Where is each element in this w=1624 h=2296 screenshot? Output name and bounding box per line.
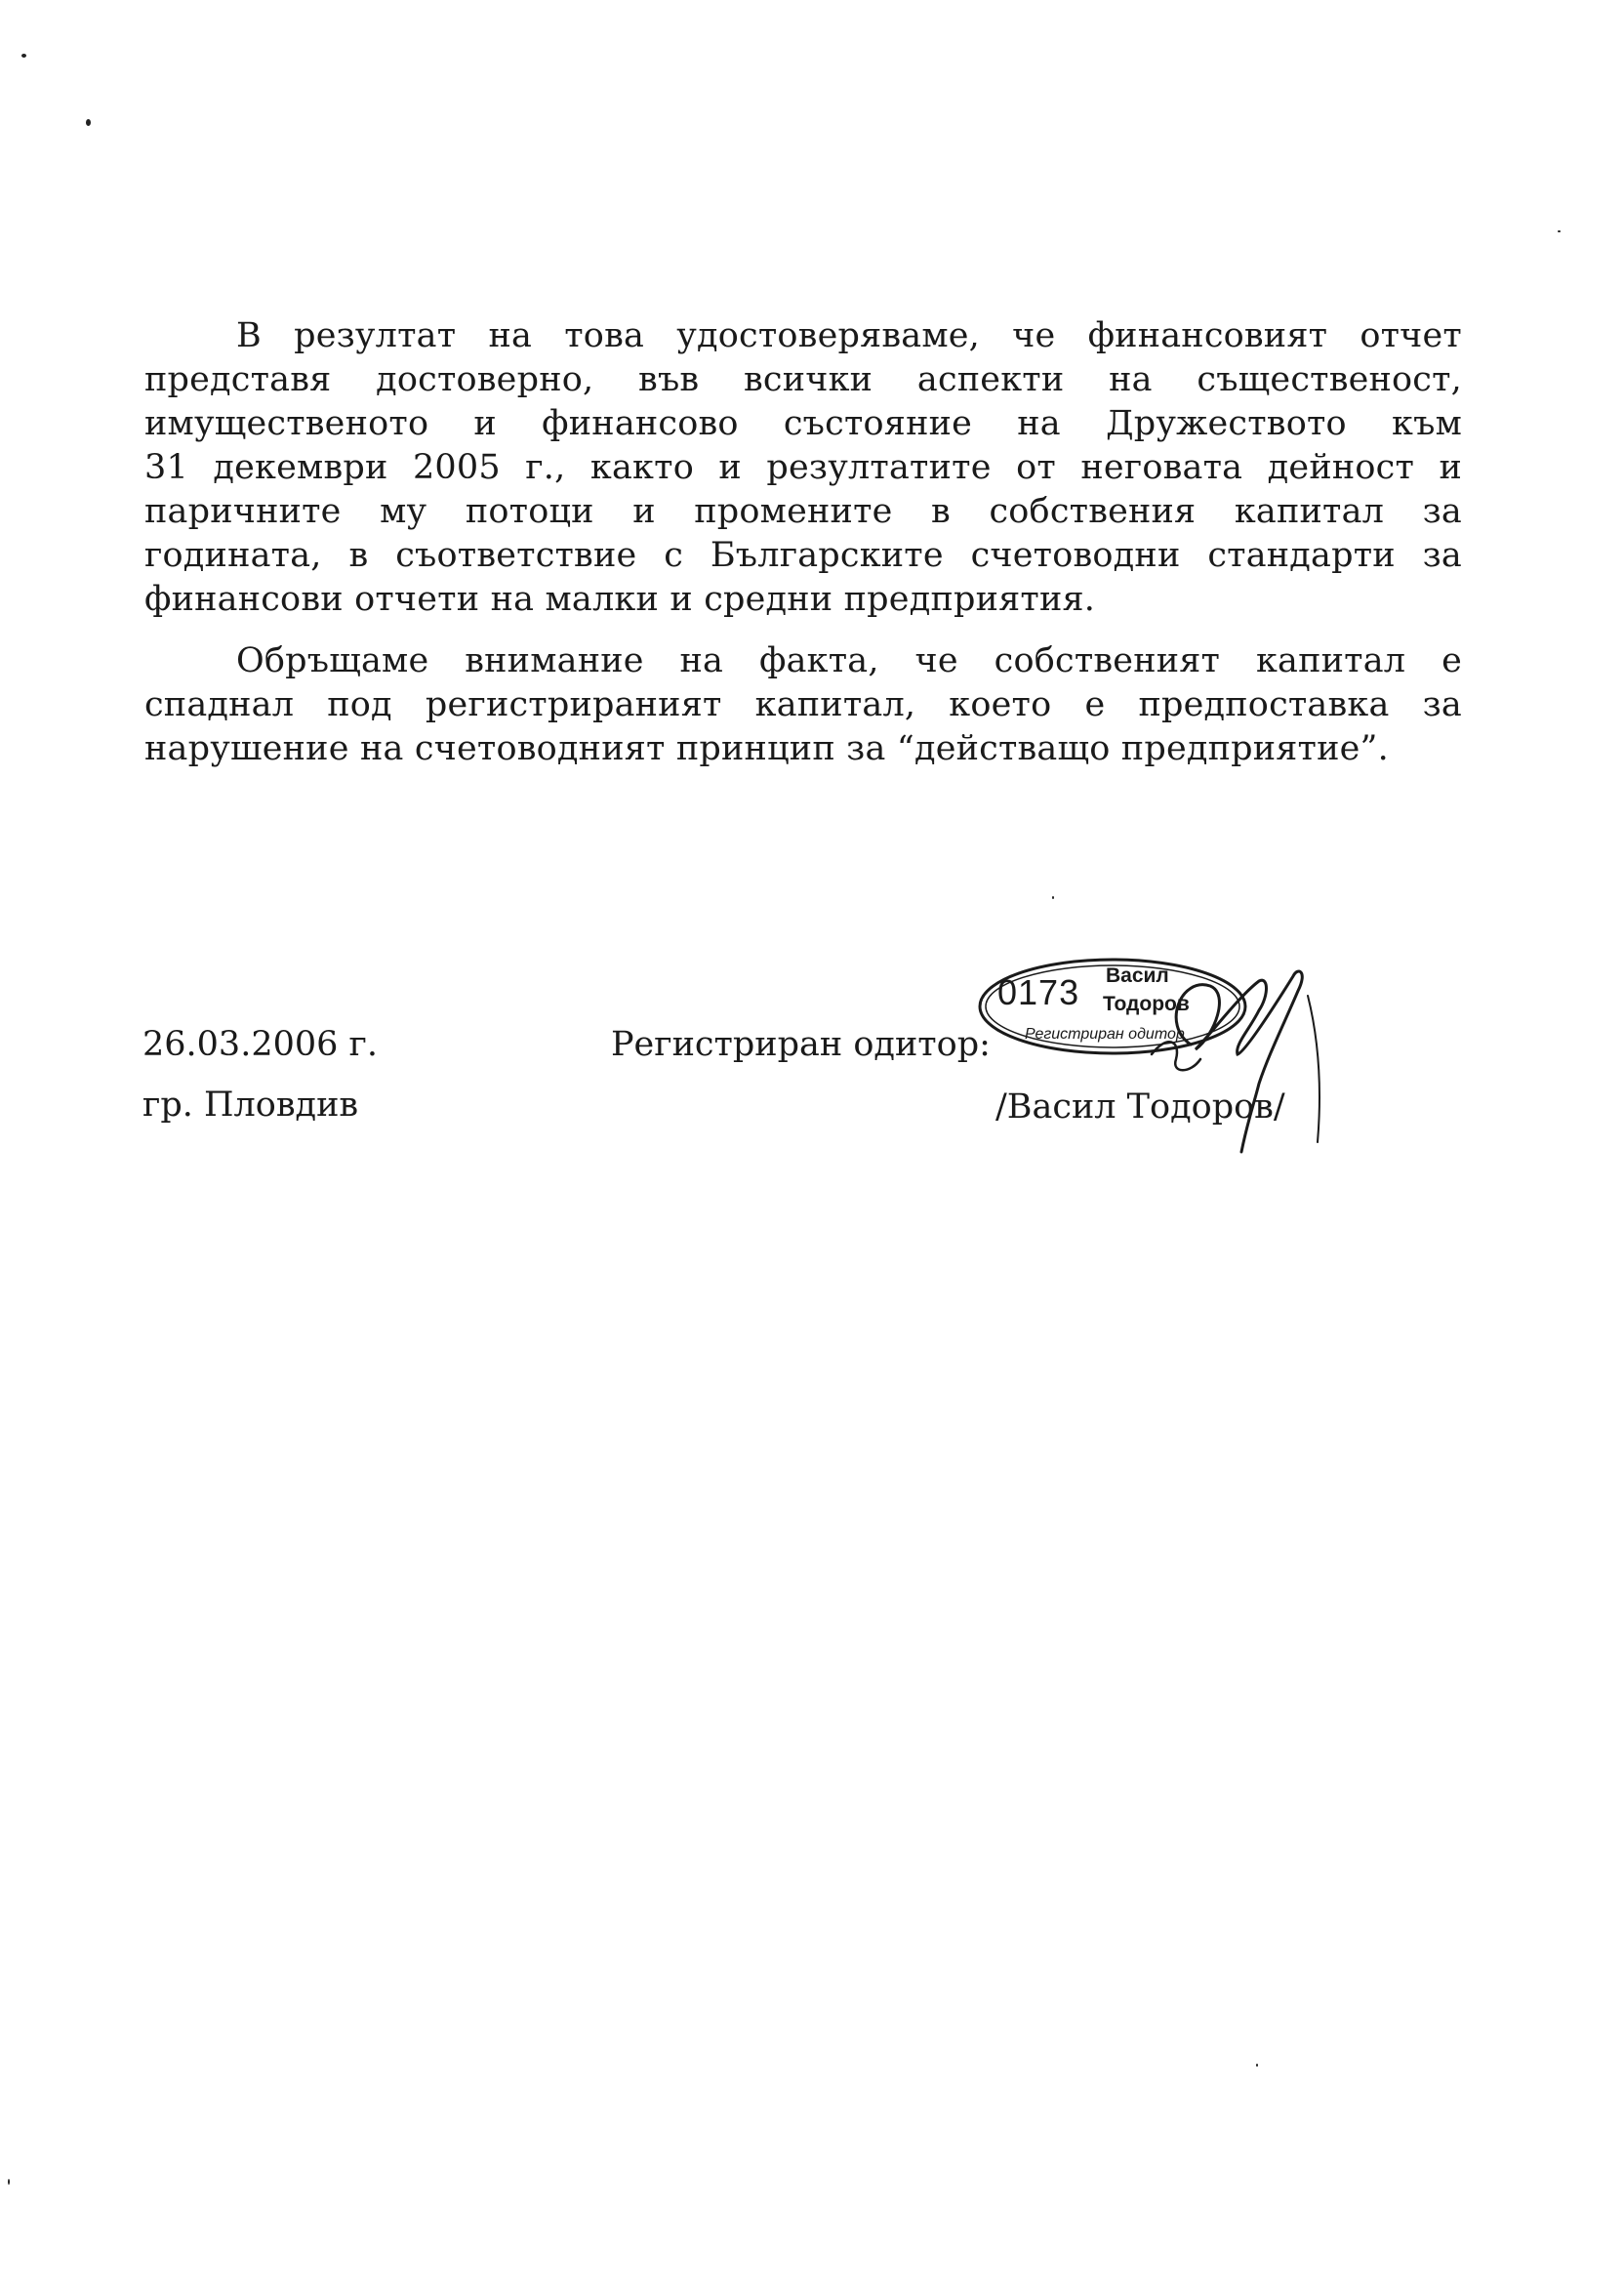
text-line: представя достоверно, във всички аспекти на същественост, xyxy=(144,360,1462,399)
scan-speck xyxy=(1558,230,1561,232)
signature-image xyxy=(1122,937,1396,1171)
stamp-name-first: Васил xyxy=(1106,964,1169,987)
stamp-number: 0173 xyxy=(997,972,1080,1012)
scan-speck xyxy=(1052,896,1054,899)
text-line: финансови отчети на малки и средни предприятия. xyxy=(144,580,1096,619)
text-line: нарушение на счетоводният принцип за “действащо предприятие”. xyxy=(144,729,1389,768)
scan-speck xyxy=(8,2179,10,2185)
text-line: В резултат на това удостоверяваме, че финансовият отчет xyxy=(236,316,1462,355)
text-line: паричните му потоци и промените в собствения капитал за xyxy=(144,492,1462,531)
text-line: 31 декември 2005 г., както и резултатите от неговата дейност и xyxy=(144,448,1462,487)
stamp-name-last: Тодоров xyxy=(1103,993,1190,1015)
stamp-title: Регистриран одитор xyxy=(1025,1026,1185,1043)
letter-body xyxy=(144,314,1462,789)
document-city: гр. Пловдив xyxy=(142,1086,359,1125)
text-line: годината, в съответствие с Българските счетоводни стандарти за xyxy=(144,536,1462,575)
scan-speck xyxy=(86,119,91,126)
auditor-name: /Васил Тодоров/ xyxy=(995,1087,1285,1127)
document-date: 26.03.2006 г. xyxy=(142,1025,378,1064)
auditor-label: Регистриран одитор: xyxy=(611,1025,991,1064)
scan-speck xyxy=(21,54,26,58)
text-line: Обръщаме внимание на факта, че собственият капитал е xyxy=(236,641,1462,680)
paragraph-emphasis xyxy=(144,639,1462,771)
text-line: спаднал под регистрираният капитал, което е предпоставка за xyxy=(144,685,1462,724)
paragraph-opinion xyxy=(144,314,1462,622)
scan-speck xyxy=(1256,2064,1258,2067)
text-line: имущественото и финансово състояние на Дружеството към xyxy=(144,404,1462,443)
